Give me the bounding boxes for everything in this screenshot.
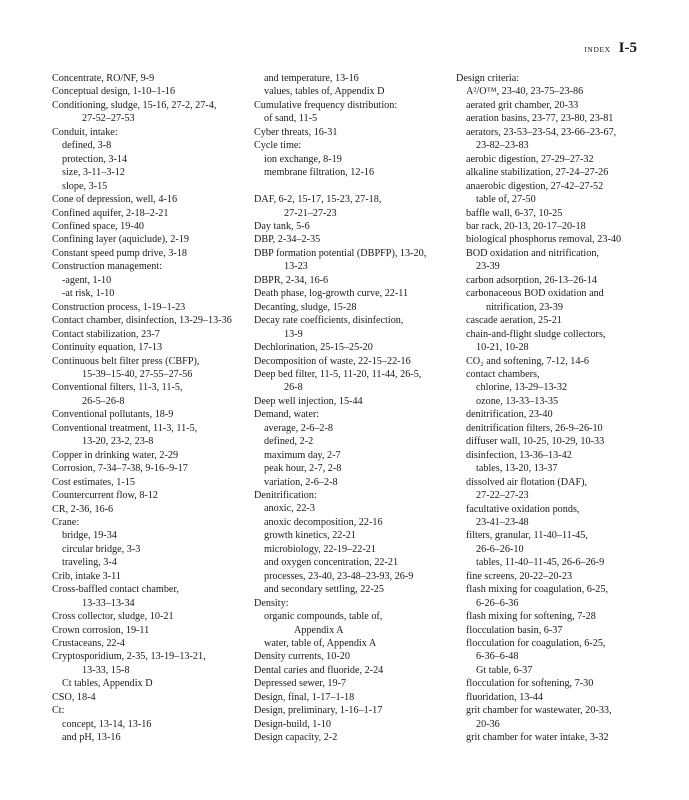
index-entry: Cumulative frequency distribution: bbox=[254, 99, 398, 111]
index-subentry: grit chamber for water intake, 3-32 bbox=[466, 732, 609, 744]
index-entry: Decomposition of waste, 22-15–22-16 bbox=[254, 355, 411, 367]
index-entry: Construction management: bbox=[52, 261, 163, 273]
index-subentry: flash mixing for coagulation, 6-25, bbox=[466, 584, 609, 596]
index-entry: Death phase, log-growth curve, 22-11 bbox=[254, 288, 409, 300]
index-subentry: CO₂ and softening, 7-12, 14-6 bbox=[466, 355, 589, 367]
index-subentry: growth kinetics, 22-21 bbox=[264, 530, 356, 542]
index-entry: Deep bed filter, 11-5, 11-20, 11-44, 26-5, bbox=[254, 368, 422, 380]
index-entry: Confining layer (aquiclude), 2-19 bbox=[52, 234, 189, 246]
index-subentry: contact chambers, bbox=[466, 368, 540, 380]
index-entry: Cross collector, sludge, 10-21 bbox=[52, 611, 174, 623]
index-subentry: 20-36 bbox=[476, 718, 500, 730]
index-subentry: facultative oxidation ponds, bbox=[466, 503, 580, 515]
index-column-1 bbox=[52, 72, 247, 745]
index-subentry: -at risk, 1-10 bbox=[62, 288, 115, 300]
index-subentry: chain-and-flight sludge collectors, bbox=[466, 328, 606, 340]
index-subentry: and oxygen concentration, 22-21 bbox=[264, 557, 399, 569]
index-subentry: anoxic decomposition, 22-16 bbox=[264, 516, 383, 528]
index-subentry: microbiology, 22-19–22-21 bbox=[264, 543, 376, 555]
index-subentry: slope, 3-15 bbox=[62, 180, 108, 192]
index-subentry: anaerobic digestion, 27-42–27-52 bbox=[466, 180, 604, 192]
index-entry: Denitrification: bbox=[254, 490, 317, 502]
index-subentry: Gt table, 6-37 bbox=[476, 664, 533, 676]
index-subentry: aeration basins, 23-77, 23-80, 23-81 bbox=[466, 113, 614, 125]
index-entry: Cyber threats, 16-31 bbox=[254, 126, 338, 138]
index-subentry: 10-21, 10-28 bbox=[476, 342, 529, 354]
index-subentry: 27-22–27-23 bbox=[476, 490, 529, 502]
index-entry: Depressed sewer, 19-7 bbox=[254, 678, 347, 690]
index-subentry: bridge, 19-34 bbox=[62, 530, 117, 542]
index-subentry: organic compounds, table of, bbox=[264, 611, 383, 623]
index-subentry: ion exchange, 8-19 bbox=[264, 153, 342, 165]
index-subentry: protection, 3-14 bbox=[62, 153, 128, 165]
index-subentry: nitrification, 23-39 bbox=[486, 301, 563, 313]
index-entry: Confined space, 19-40 bbox=[52, 220, 144, 232]
index-subentry: traveling, 3-4 bbox=[62, 557, 117, 569]
index-subentry: aerated grit chamber, 20-33 bbox=[466, 99, 579, 111]
index-entry: Design capacity, 2-2 bbox=[254, 732, 338, 744]
index-entry: Cycle time: bbox=[254, 140, 302, 152]
index-entry: Countercurrent flow, 8-12 bbox=[52, 490, 158, 502]
index-entry: Crustaceans, 22-4 bbox=[52, 638, 125, 650]
index-subentry: 13-9 bbox=[284, 328, 303, 340]
index-subentry: BOD oxidation and nitrification, bbox=[466, 247, 599, 259]
index-column-3 bbox=[456, 72, 651, 745]
index-subentry: fine screens, 20-22–20-23 bbox=[466, 570, 573, 582]
running-head bbox=[584, 40, 637, 57]
index-subentry: fluoridation, 13-44 bbox=[466, 691, 543, 703]
index-subentry: peak hour, 2-7, 2-8 bbox=[264, 463, 342, 475]
index-entry: Conventional treatment, 11-3, 11-5, bbox=[52, 422, 198, 434]
index-subentry: flocculation for coagulation, 6-25, bbox=[466, 638, 606, 650]
index-subentry: 13-33, 15-8 bbox=[82, 664, 130, 676]
index-subentry: aerobic digestion, 27-29–27-32 bbox=[466, 153, 594, 165]
index-subentry: values, tables of, Appendix D bbox=[264, 86, 385, 98]
index-subentry: flocculation basin, 6-37 bbox=[466, 624, 563, 636]
index-entry: Conventional pollutants, 18-9 bbox=[52, 409, 174, 421]
index-subentry: dissolved air flotation (DAF), bbox=[466, 476, 588, 488]
index-entry: Design-build, 1-10 bbox=[254, 718, 331, 730]
index-subentry: variation, 2-6–2-8 bbox=[264, 476, 338, 488]
index-subentry: cascade aeration, 25-21 bbox=[466, 315, 562, 327]
index-subentry: and secondary settling, 22-25 bbox=[264, 584, 384, 596]
index-subentry: grit chamber for wastewater, 20-33, bbox=[466, 705, 612, 717]
index-subentry: alkaline stabilization, 27-24–27-26 bbox=[466, 167, 609, 179]
index-subentry: 26-8 bbox=[284, 382, 303, 394]
index-subentry: 23-82–23-83 bbox=[476, 140, 529, 152]
index-subentry: tables, 13-20, 13-37 bbox=[476, 463, 558, 475]
index-entry: Dental caries and fluoride, 2-24 bbox=[254, 664, 384, 676]
index-entry: Concentrate, RO/NF, 9-9 bbox=[52, 73, 155, 84]
index-subentry: concept, 13-14, 13-16 bbox=[62, 718, 152, 730]
index-subentry: flash mixing for softening, 7-28 bbox=[466, 611, 596, 623]
index-subentry: maximum day, 2-7 bbox=[264, 449, 341, 461]
index-entry: Decanting, sludge, 15-28 bbox=[254, 301, 357, 313]
index-entry: Day tank, 5-6 bbox=[254, 220, 310, 232]
index-subentry: 6-26–6-36 bbox=[476, 597, 519, 609]
index-subentry: 27-21–27-23 bbox=[284, 207, 337, 219]
index-subentry: Appendix A bbox=[294, 624, 344, 636]
index-entry: DBP, 2-34–2-35 bbox=[254, 234, 321, 246]
index-entry: Cost estimates, 1-15 bbox=[52, 476, 135, 488]
index-subentry: disinfection, 13-36–13-42 bbox=[466, 449, 572, 461]
index-subentry: tables, 11-40–11-45, 26-6–26-9 bbox=[476, 557, 605, 569]
index-entry: Conduit, intake: bbox=[52, 126, 118, 138]
index-entry: Conventional filters, 11-3, 11-5, bbox=[52, 382, 183, 394]
index-subentry: flocculation for softening, 7-30 bbox=[466, 678, 594, 690]
index-subentry: 26-5–26-8 bbox=[82, 395, 125, 407]
running-head-label: INDEX bbox=[584, 45, 611, 54]
index-subentry: Ct tables, Appendix D bbox=[62, 678, 153, 690]
index-entry: DBPR, 2-34, 16-6 bbox=[254, 274, 329, 286]
index-entry: CSO, 18-4 bbox=[52, 691, 96, 703]
index-entry: Cryptosporidium, 2-35, 13-19–13-21, bbox=[52, 651, 206, 663]
index-entry: Cone of depression, well, 4-16 bbox=[52, 194, 178, 206]
index-subentry: 15-39–15-40, 27-55–27-56 bbox=[82, 368, 193, 380]
index-subentry: 13-20, 23-2, 23-8 bbox=[82, 436, 154, 448]
index-entry: Demand, water: bbox=[254, 409, 320, 421]
index-subentry: -agent, 1-10 bbox=[62, 274, 112, 286]
index-entry: Design, preliminary, 1-16–1-17 bbox=[254, 705, 383, 717]
index-entry: Design, final, 1-17–1-18 bbox=[254, 691, 355, 703]
index-subentry: 13-23 bbox=[284, 261, 308, 273]
index-subentry: and temperature, 13-16 bbox=[264, 73, 359, 84]
index-subentry: denitrification, 23-40 bbox=[466, 409, 553, 421]
index-entry: Crown corrosion, 19-11 bbox=[52, 624, 150, 636]
index-entry: Continuous belt filter press (CBFP), bbox=[52, 355, 200, 367]
index-subentry: processes, 23-40, 23-48–23-93, 26-9 bbox=[264, 570, 414, 582]
index-subentry: 23-41–23-48 bbox=[476, 516, 529, 528]
index-entry: Continuity equation, 17-13 bbox=[52, 342, 163, 354]
index-entry: Cross-baffled contact chamber, bbox=[52, 584, 179, 596]
index-subentry: of sand, 11-5 bbox=[264, 113, 318, 125]
index-entry: Crib, intake 3-11 bbox=[52, 570, 121, 582]
index-entry: Density: bbox=[254, 597, 289, 609]
index-subentry: carbonaceous BOD oxidation and bbox=[466, 288, 604, 300]
index-subentry: 26-6–26-10 bbox=[476, 543, 524, 555]
index-subentry: aerators, 23-53–23-54, 23-66–23-67, bbox=[466, 126, 617, 138]
index-entry: Dechlorination, 25-15–25-20 bbox=[254, 342, 373, 354]
index-entry: Conceptual design, 1-10–1-16 bbox=[52, 86, 176, 98]
index-subentry: 27-52–27-53 bbox=[82, 113, 135, 125]
index-subentry: water, table of, Appendix A bbox=[264, 638, 377, 650]
index-subentry: 13-33–13-34 bbox=[82, 597, 135, 609]
index-subentry: size, 3-11–3-12 bbox=[62, 167, 125, 179]
index-subentry: bar rack, 20-13, 20-17–20-18 bbox=[466, 220, 586, 232]
index-subentry: average, 2-6–2-8 bbox=[264, 422, 334, 434]
index-subentry: chlorine, 13-29–13-32 bbox=[476, 382, 568, 394]
index-subentry: and pH, 13-16 bbox=[62, 732, 121, 744]
index-subentry: ozone, 13-33–13-35 bbox=[476, 395, 559, 407]
index-entry: Design criteria: bbox=[456, 73, 520, 84]
index-entry: Ct: bbox=[52, 705, 65, 717]
index-entry: Conditioning, sludge, 15-16, 27-2, 27-4, bbox=[52, 99, 217, 111]
index-subentry: denitrification filters, 26-9–26-10 bbox=[466, 422, 603, 434]
index-entry: CR, 2-36, 16-6 bbox=[52, 503, 114, 515]
index-entry: Corrosion, 7-34–7-38, 9-16–9-17 bbox=[52, 463, 188, 475]
index-subentry: diffuser wall, 10-25, 10-29, 10-33 bbox=[466, 436, 605, 448]
index-subentry: anoxic, 22-3 bbox=[264, 503, 315, 515]
index-subentry: filters, granular, 11-40–11-45, bbox=[466, 530, 588, 542]
index-entry: Construction process, 1-19–1-23 bbox=[52, 301, 186, 313]
index-subentry: membrane filtration, 12-16 bbox=[264, 167, 375, 179]
index-subentry: biological phosphorus removal, 23-40 bbox=[466, 234, 622, 246]
index-subentry: 23-39 bbox=[476, 261, 500, 273]
index-entry: Decay rate coefficients, disinfection, bbox=[254, 315, 404, 327]
index-subentry: defined, 2-2 bbox=[264, 436, 314, 448]
index-entry: Density currents, 10-20 bbox=[254, 651, 350, 663]
index-subentry: table of, 27-50 bbox=[476, 194, 536, 206]
index-subentry: carbon adsorption, 26-13–26-14 bbox=[466, 274, 597, 286]
section-gap bbox=[254, 180, 449, 193]
page-number: I-5 bbox=[618, 40, 637, 56]
index-subentry: baffle wall, 6-37, 10-25 bbox=[466, 207, 563, 219]
index-entry: Deep well injection, 15-44 bbox=[254, 395, 363, 407]
index-entry: Contact chamber, disinfection, 13-29–13-36 bbox=[52, 315, 232, 327]
index-entry: Copper in drinking water, 2-29 bbox=[52, 449, 179, 461]
index-entry: Crane: bbox=[52, 516, 80, 528]
index-column-2 bbox=[254, 72, 449, 745]
index-entry: DAF, 6-2, 15-17, 15-23, 27-18, bbox=[254, 194, 382, 206]
index-subentry: defined, 3-8 bbox=[62, 140, 112, 152]
index-subentry: 6-36–6-48 bbox=[476, 651, 519, 663]
index-entry: Confined aquifer, 2-18–2-21 bbox=[52, 207, 169, 219]
index-subentry: circular bridge, 3-3 bbox=[62, 543, 141, 555]
index-entry: DBP formation potential (DBPFP), 13-20, bbox=[254, 247, 427, 259]
index-entry: Constant speed pump drive, 3-18 bbox=[52, 247, 187, 259]
index-subentry: A²/O™, 23-40, 23-75–23-86 bbox=[466, 86, 584, 98]
index-entry: Contact stabilization, 23-7 bbox=[52, 328, 160, 340]
